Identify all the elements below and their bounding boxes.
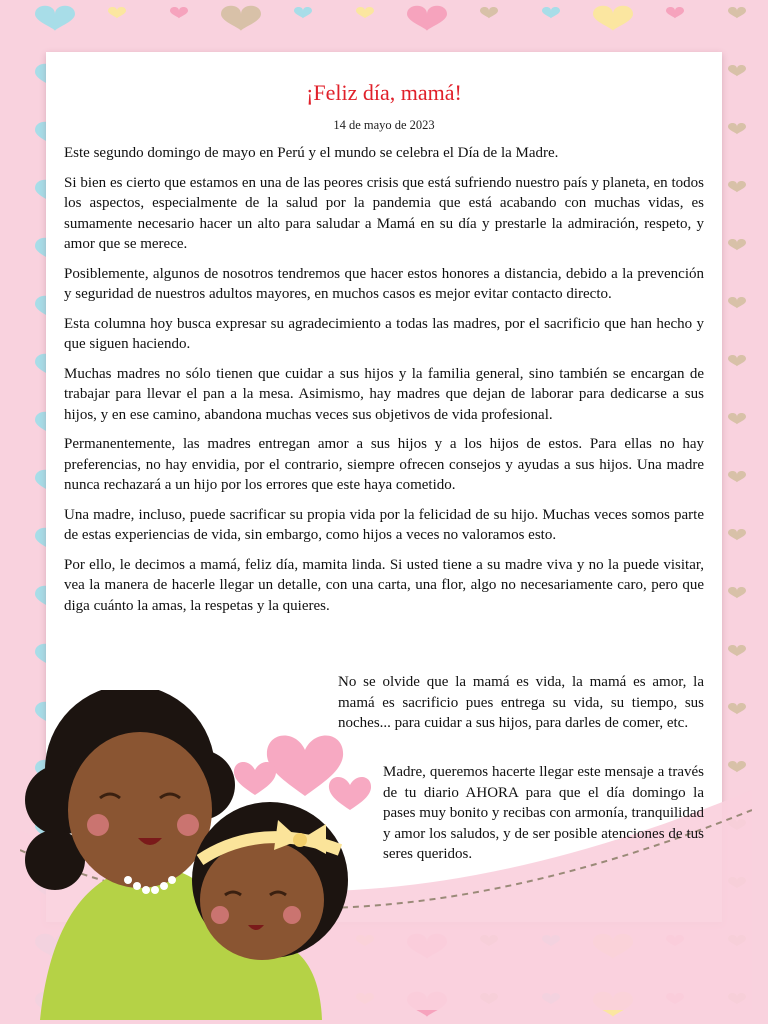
publication-date: 14 de mayo de 2023 bbox=[333, 118, 435, 132]
paragraph: Madre, queremos hacerte llegar este mensaje a través de tu diario AHORA para que el día domingo la pases muy bonito y recibas con armonía, tranquilidad y amor los saludos, y de ser posible atenciones de tus seres queridos. bbox=[383, 764, 704, 862]
side-paragraph-2 bbox=[383, 762, 704, 865]
page-title: ¡Feliz día, mamá! bbox=[306, 80, 462, 105]
paragraph: Esta columna hoy busca expresar su agradecimiento a todas las madres, por el sacrificio que han hecho y que siguen haciendo. bbox=[64, 315, 704, 352]
background-heart bbox=[542, 7, 560, 18]
background-heart bbox=[728, 7, 746, 18]
article-body bbox=[64, 143, 704, 625]
background-heart bbox=[480, 7, 498, 18]
mother-daughter-illustration bbox=[0, 690, 400, 1024]
background-heart bbox=[728, 587, 746, 598]
paragraph: No se olvide que la mamá es vida, la mamá es amor, la mamá es sacrificio pues entrega su vida, su tiempo, sus noches... para cuidar a sus hijos, para darles de comer, etc. bbox=[338, 674, 704, 731]
paragraph: Posiblemente, algunos de nosotros tendremos que hacer estos honores a distancia, debido a la prevención y seguridad de nuestros adultos mayores, en muchos casos es mejor evitar contacto directo. bbox=[64, 265, 704, 302]
background-heart bbox=[728, 355, 746, 366]
paragraph: Este segundo domingo de mayo en Perú y el mundo se celebra el Día de la Madre. bbox=[64, 145, 559, 161]
paragraph: Una madre, incluso, puede sacrificar su propia vida por la felicidad de su hijo. Muchas veces somos parte de estas experiencias de vida, sin embargo, como hijos a veces no valoramos esto. bbox=[64, 506, 704, 543]
background-heart bbox=[35, 6, 75, 31]
background-heart bbox=[728, 123, 746, 134]
background-heart bbox=[170, 7, 188, 18]
background-heart bbox=[294, 7, 312, 18]
background-heart bbox=[221, 6, 261, 31]
background-heart bbox=[728, 181, 746, 192]
background-heart bbox=[407, 6, 447, 31]
background-heart bbox=[108, 7, 126, 18]
paragraph: Permanentemente, las madres entregan amor a sus hijos y a los hijos de estos. Para ellas no hay preferencias, no hay envidia, por el contrario, siempre ofrecen consejos y ayudas a sus hijos. Una madre nunca rechazará a un hijo por los errores que este haya cometido. bbox=[64, 436, 704, 493]
pink-hearts-icon bbox=[234, 736, 371, 810]
paragraph: Muchas madres no sólo tienen que cuidar a sus hijos y la familia general, sino también se encargan de trabajar para llevar el pan a la mesa. Asimismo, hay madres que dejan de laborar para dedicarse a sus hijos, y en ese camino, abandona muchas veces sus objetivos de vida profesional. bbox=[64, 365, 704, 423]
paragraph: Por ello, le decimos a mamá, feliz día, mamita linda. Si usted tiene a su madre viva y no la puede visitar, vea la manera de hacerle llegar un detalle, con una carta, una flor, algo no necesariamente caro, pero que diga cuánto la amas, la respetas y la quieres. bbox=[64, 556, 704, 614]
background-heart bbox=[356, 7, 374, 18]
background-heart bbox=[728, 471, 746, 482]
paragraph: Si bien es cierto que estamos en una de las peores crisis que está sufriendo nuestro país y planeta, en todos los aspectos, especialmente de la salud por la pandemia que está acabando con muchas vidas, es sumamente necesario hacer un alto para saludar a Mamá en su día y prestarle la admiración, respeto, y amor que se merece. bbox=[64, 174, 704, 252]
background-heart bbox=[728, 65, 746, 76]
background-heart bbox=[728, 297, 746, 308]
background-heart bbox=[728, 529, 746, 540]
background-heart bbox=[728, 703, 746, 714]
background-heart bbox=[666, 7, 684, 18]
background-heart bbox=[593, 6, 633, 31]
background-heart bbox=[728, 645, 746, 656]
background-heart bbox=[728, 413, 746, 424]
background-heart bbox=[728, 239, 746, 250]
